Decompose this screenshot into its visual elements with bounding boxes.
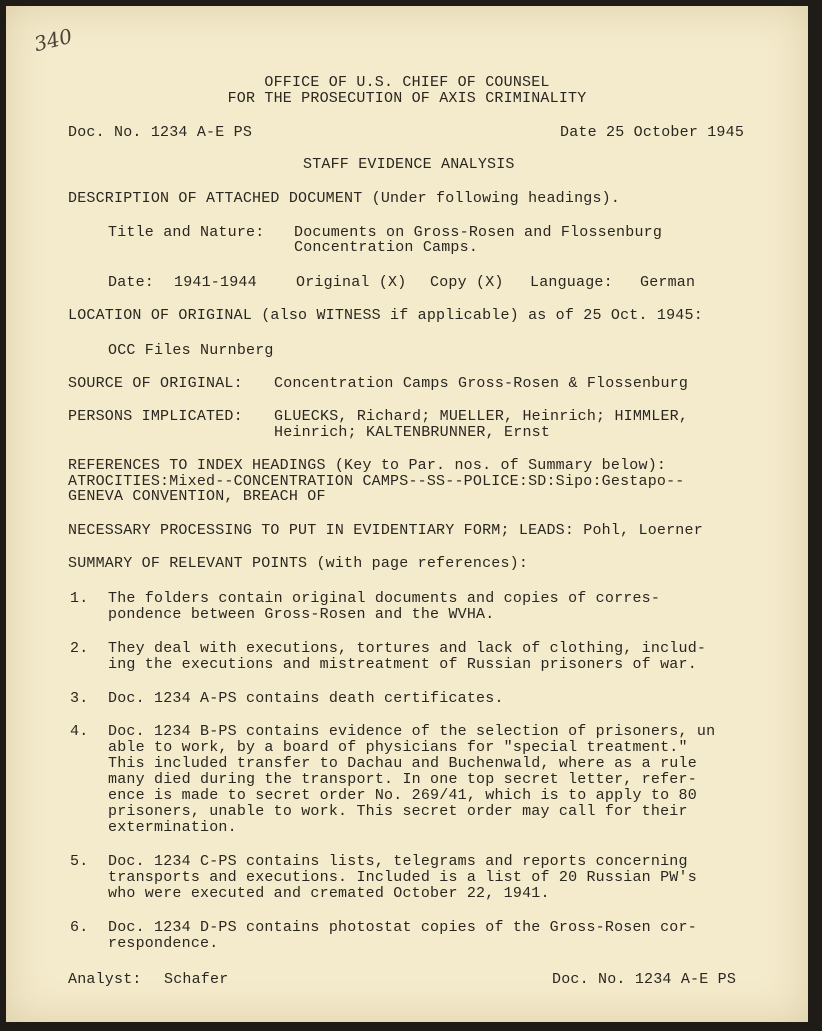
analyst-name: Schafer <box>164 971 229 988</box>
summary-item-4-line: This included transfer to Dachau and Buchenwald, where as a rule <box>108 755 697 772</box>
summary-heading: SUMMARY OF RELEVANT POINTS (with page references): <box>68 555 529 572</box>
summary-item-4-line: extermination. <box>108 819 237 836</box>
summary-item-3-number: 3. <box>70 690 89 707</box>
date-value: 1941-1944 <box>174 274 257 291</box>
header-line-2: FOR THE PROSECUTION OF AXIS CRIMINALITY <box>227 90 587 107</box>
title-nature-line-1: Documents on Gross-Rosen and Flossenburg <box>294 224 663 241</box>
source-value: Concentration Camps Gross-Rosen & Flossenburg <box>274 375 689 392</box>
date-label: Date: <box>108 274 155 291</box>
summary-item-4-line: many died during the transport. In one top secret letter, refer- <box>108 771 697 788</box>
summary-item-5-number: 5. <box>70 853 89 870</box>
persons-line-2: Heinrich; KALTENBRUNNER, Ernst <box>274 424 551 441</box>
summary-item-5-line: transports and executions. Included is a list of 20 Russian PW's <box>108 869 697 886</box>
persons-label: PERSONS IMPLICATED: <box>68 408 243 425</box>
document-page <box>6 6 808 1022</box>
references-line-2: ATROCITIES:Mixed--CONCENTRATION CAMPS--SS--POLICE:SD:Sipo:Gestapo-- <box>68 473 685 490</box>
doc-number: Doc. No. 1234 A-E PS <box>68 124 253 141</box>
processing-leads: NECESSARY PROCESSING TO PUT IN EVIDENTIARY FORM; LEADS: Pohl, Loerner <box>68 522 703 539</box>
location-heading: LOCATION OF ORIGINAL (also WITNESS if applicable) as of 25 Oct. 1945: <box>68 307 703 324</box>
summary-item-2-number: 2. <box>70 640 89 657</box>
title-nature-line-2: Concentration Camps. <box>294 239 479 256</box>
summary-item-5-line: Doc. 1234 C-PS contains lists, telegrams and reports concerning <box>108 853 688 870</box>
summary-item-5-line: who were executed and cremated October 22, 1941. <box>108 885 550 902</box>
summary-item-6-number: 6. <box>70 919 89 936</box>
language-label: Language: <box>530 274 613 291</box>
source-label: SOURCE OF ORIGINAL: <box>68 375 243 392</box>
summary-item-1-line: The folders contain original documents and copies of corres- <box>108 590 661 607</box>
copy-marker: Copy (X) <box>430 274 504 291</box>
persons-line-1: GLUECKS, Richard; MUELLER, Heinrich; HIMMLER, <box>274 408 689 425</box>
summary-item-1-line: pondence between Gross-Rosen and the WVHA. <box>108 606 495 623</box>
header-line-1: OFFICE OF U.S. CHIEF OF COUNSEL <box>264 74 550 91</box>
summary-item-6-line: Doc. 1234 D-PS contains photostat copies of the Gross-Rosen cor- <box>108 919 697 936</box>
language-value: German <box>640 274 696 291</box>
references-line-3: GENEVA CONVENTION, BREACH OF <box>68 488 326 505</box>
handwritten-page-number: 340 <box>31 23 75 57</box>
summary-item-4-number: 4. <box>70 723 89 740</box>
summary-item-4-line: able to work, by a board of physicians for "special treatment." <box>108 739 688 756</box>
location-value: OCC Files Nurnberg <box>108 342 274 359</box>
description-heading: DESCRIPTION OF ATTACHED DOCUMENT (Under following headings). <box>68 190 621 207</box>
form-title: STAFF EVIDENCE ANALYSIS <box>303 156 515 173</box>
summary-item-1-number: 1. <box>70 590 89 607</box>
original-marker: Original (X) <box>296 274 407 291</box>
footer-doc-number: Doc. No. 1234 A-E PS <box>552 971 737 988</box>
document-date: Date 25 October 1945 <box>560 124 745 141</box>
summary-item-4-line: Doc. 1234 B-PS contains evidence of the selection of prisoners, un <box>108 723 716 740</box>
summary-item-4-line: ence is made to secret order No. 269/41, which is to apply to 80 <box>108 787 697 804</box>
summary-item-3-line: Doc. 1234 A-PS contains death certificates. <box>108 690 504 707</box>
summary-item-6-line: respondence. <box>108 935 219 952</box>
analyst-label: Analyst: <box>68 971 142 988</box>
title-nature-label: Title and Nature: <box>108 224 265 241</box>
summary-item-4-line: prisoners, unable to work. This secret order may call for their <box>108 803 688 820</box>
summary-item-2-line: ing the executions and mistreatment of Russian prisoners of war. <box>108 656 697 673</box>
summary-item-2-line: They deal with executions, tortures and lack of clothing, includ- <box>108 640 707 657</box>
references-line-1: REFERENCES TO INDEX HEADINGS (Key to Par. nos. of Summary below): <box>68 457 667 474</box>
